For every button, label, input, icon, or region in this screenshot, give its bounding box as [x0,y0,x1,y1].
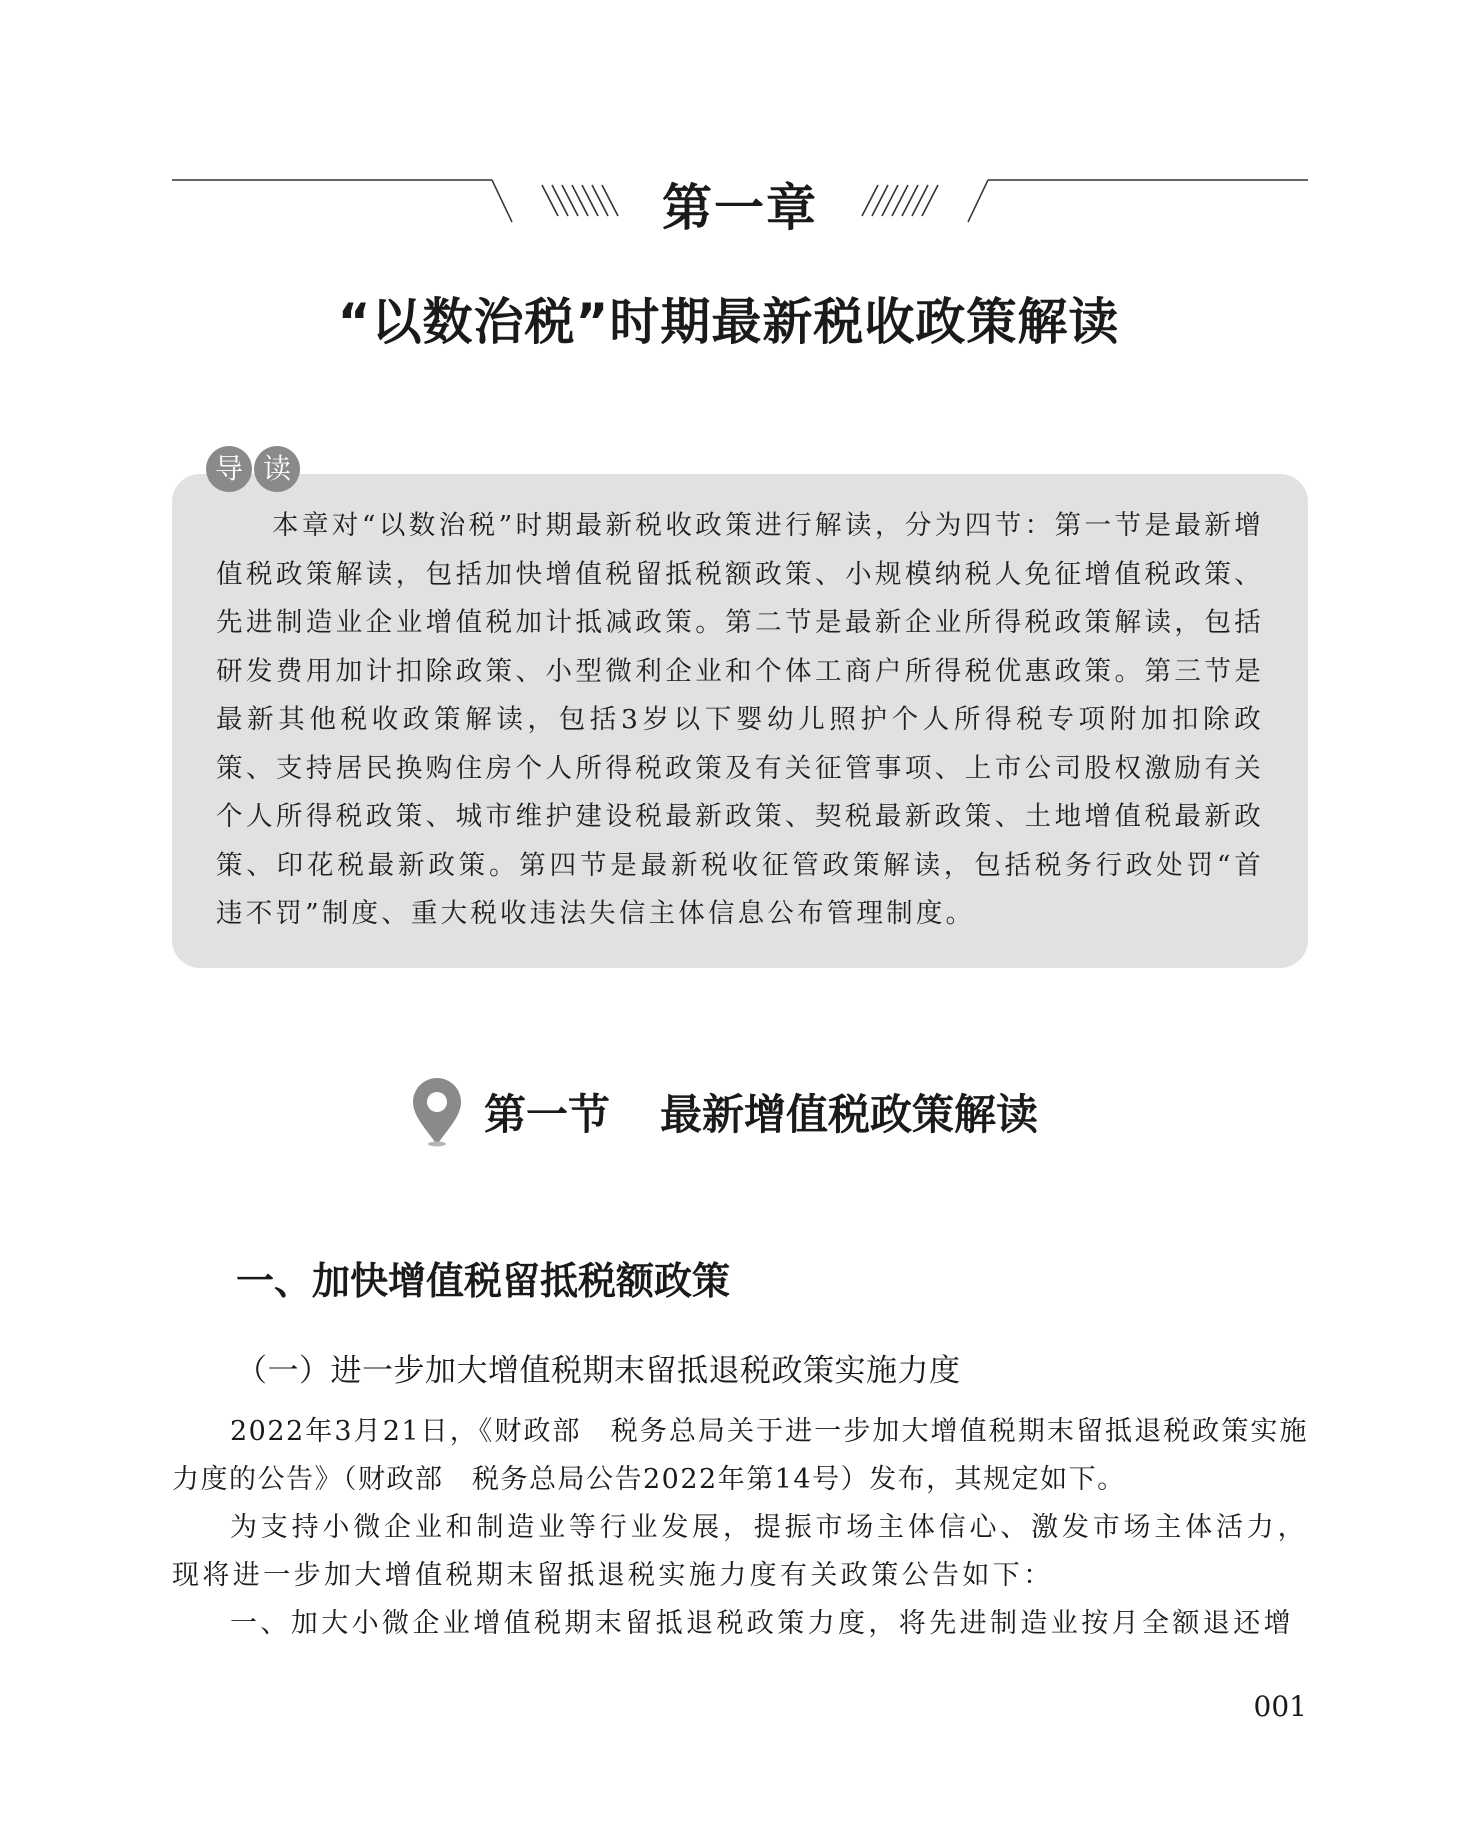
guide-box [172,474,1308,968]
paragraph: 一、加大小微企业增值税期末留抵退税政策力度，将先进制造业按月全额退还增 [230,1608,1294,1639]
location-pin-icon [408,1077,466,1147]
body-text [172,1408,1308,1648]
section-title: 最新增值税政策解读 [660,1090,1039,1139]
guide-text: 本章对“以数治税”时期最新税收政策进行解读，分为四节：第一节是最新增值税政策解读，包括加快增值税留抵税额政策、小规模纳税人免征增值税政策、先进制造业企业增值税加计抵减政策。第二节是最新企业所得税政策解读，包括研发费用加计扣除政策、小型微利企业和个体工商户所得税优惠政策。第三节是最新其他税收政策解读，包括3岁以下婴幼儿照护个人所得税专项附加扣除政策、支持居民换购住房个人所得税政策及有关征管事项、上市公司股权激励有关个人所得税政策、城市维护建设税最新政策、契税最新政策、土地增值税最新政策、印花税最新政策。第四节是最新税收征管政策解读，包括税务行政处罚“首违不罚”制度、重大税收违法失信主体信息公布管理制度。 [216,510,1264,929]
guide-badge [206,446,300,494]
subheading: 一、加快增值税留抵税额政策 [236,1259,731,1303]
paragraph: 2022年3月21日，《财政部 税务总局关于进一步加大增值税期末留抵退税政策实施力度的公告》（财政部 税务总局公告2022年第14号）发布，其规定如下。 [172,1416,1308,1495]
chapter-title: “以数治税”时期最新税收政策解读 [337,293,1120,351]
page-number: 001 [1253,1690,1307,1723]
guide-badge-char-1: 导 [206,446,252,492]
section-label: 第一节 [484,1090,611,1139]
chapter-header [172,150,1308,260]
guide-badge-char-2: 读 [254,446,300,492]
chapter-label: 第一章 [662,179,818,237]
section-heading [408,1072,1038,1152]
subsubheading: （一）进一步加大增值税期末留抵退税政策实施力度 [236,1353,961,1389]
paragraph: 为支持小微企业和制造业等行业发展，提振市场主体信心、激发市场主体活力，现将进一步加大增值税期末留抵退税实施力度有关政策公告如下： [172,1512,1308,1591]
